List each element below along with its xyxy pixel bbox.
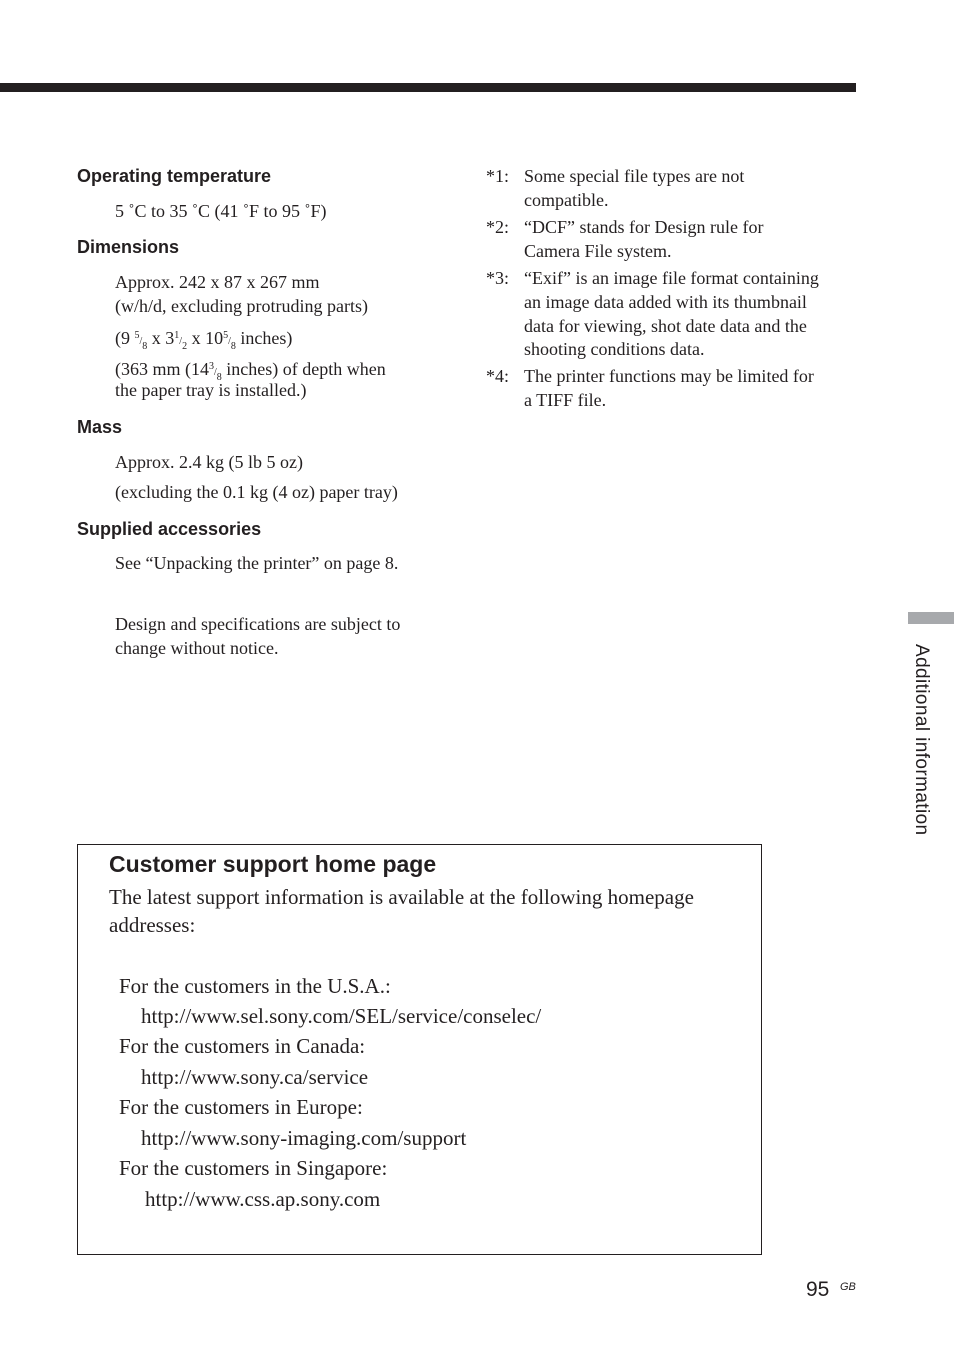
note-2-key: *2: (486, 217, 510, 237)
dimensions-inches-mid-1: x 3 (151, 328, 175, 348)
dimensions-inches-open: (9 (115, 328, 130, 348)
accessories-line-1: See “Unpacking the printer” on page 8. (115, 553, 399, 573)
region-label-europe: For the customers in Europe: (119, 1095, 363, 1119)
fraction-1: $^5/_8$ (134, 330, 148, 352)
section-tab-marker (908, 612, 954, 624)
note-3-key: *3: (486, 268, 510, 288)
dimensions-depth-line-2: the paper tray is installed.) (115, 380, 307, 400)
note-1-key: *1: (486, 166, 510, 186)
note-1-line-1: Some special file types are not (524, 166, 745, 186)
region-label-canada: For the customers in Canada: (119, 1034, 366, 1058)
disclaimer-line-2: change without notice. (115, 638, 279, 658)
note-3-line-1: “Exif” is an image file format containing (524, 268, 819, 288)
note-1-line-2: compatible. (524, 190, 609, 210)
fraction-2: $^1/_2$ (174, 330, 188, 352)
heading-supplied-accessories: Supplied accessories (77, 519, 262, 539)
region-url-usa[interactable]: http://www.sel.sony.com/SEL/service/conselec/ (141, 1004, 542, 1028)
dimensions-inches-close: inches) (240, 328, 293, 348)
page-number-suffix: GB (840, 1281, 856, 1293)
operating-temperature-value: 5 ˚C to 35 ˚C (41 ˚F to 95 ˚F) (115, 201, 327, 221)
fraction-3: $^5/_8$ (223, 330, 236, 352)
disclaimer-line-1: Design and specifications are subject to (115, 614, 401, 634)
section-side-label: Additional information (911, 644, 932, 836)
region-label-singapore: For the customers in Singapore: (119, 1156, 388, 1180)
region-label-usa: For the customers in the U.S.A.: (119, 974, 391, 998)
support-intro-line-1: The latest support information is available at the following homepage (109, 885, 694, 909)
support-intro-line-2: addresses: (109, 913, 196, 937)
heading-dimensions: Dimensions (77, 237, 180, 257)
note-4-line-1: The printer functions may be limited for (524, 366, 814, 386)
mass-line-2: (excluding the 0.1 kg (4 oz) paper tray) (115, 482, 398, 502)
mass-line-1: Approx. 2.4 kg (5 lb 5 oz) (115, 452, 303, 472)
note-3-line-2: an image data added with its thumbnail (524, 292, 807, 312)
top-rule (0, 83, 856, 92)
region-url-europe[interactable]: http://www.sony-imaging.com/support (141, 1126, 467, 1150)
note-3-line-4: shooting conditions data. (524, 339, 705, 359)
note-2-line-1: “DCF” stands for Design rule for (524, 217, 764, 237)
note-3-line-3: data for viewing, shot date data and the (524, 316, 807, 336)
fraction-4: $^3/_8$ (209, 361, 222, 383)
heading-mass: Mass (77, 417, 123, 437)
dimensions-inches-mid-2: x 10 (191, 328, 224, 348)
dimensions-line-1: Approx. 242 x 87 x 267 mm (115, 272, 320, 292)
dimensions-line-2: (w/h/d, excluding protruding parts) (115, 296, 368, 316)
region-url-canada[interactable]: http://www.sony.ca/service (141, 1065, 369, 1089)
customer-support-title: Customer support home page (109, 851, 437, 877)
page-number: 95 (806, 1278, 830, 1301)
dimensions-inches (115, 324, 292, 359)
note-4-key: *4: (486, 366, 510, 386)
dimensions-depth-close: inches) of depth when (226, 359, 386, 379)
note-2-line-2: Camera File system. (524, 241, 672, 261)
heading-operating-temperature: Operating temperature (77, 166, 272, 186)
note-4-line-2: a TIFF file. (524, 390, 607, 410)
dimensions-depth-open: (363 mm (14 (115, 359, 209, 379)
region-url-singapore[interactable]: http://www.css.ap.sony.com (145, 1187, 381, 1211)
